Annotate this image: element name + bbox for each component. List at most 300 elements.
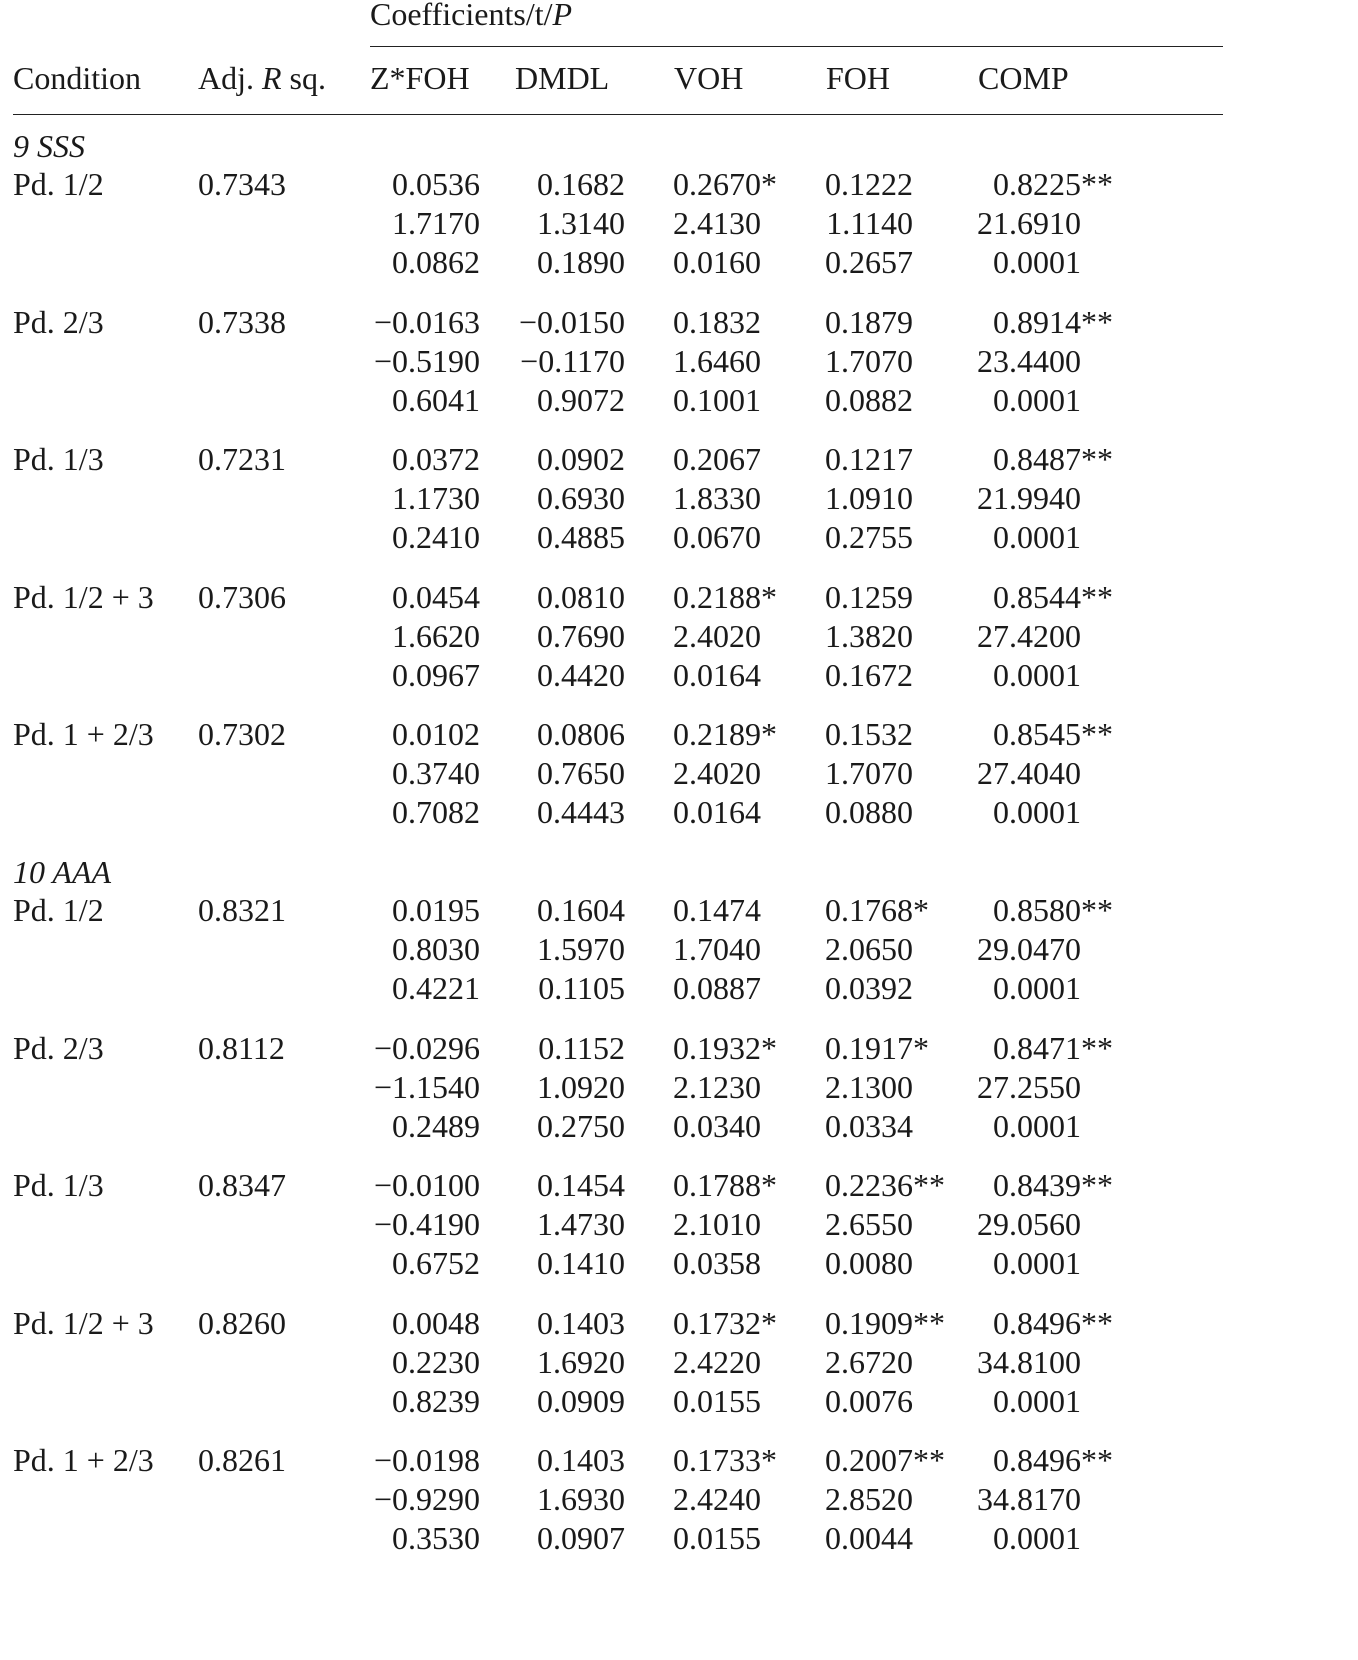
cell-coef bbox=[374, 1442, 480, 1479]
cell-number: 2.6720 bbox=[825, 1343, 913, 1380]
cell-number: 0.2007** bbox=[825, 1442, 945, 1478]
cell-number: −0.4190 bbox=[373, 1206, 480, 1243]
cell-number: 0.1474 bbox=[673, 892, 761, 928]
cell-number: 0.1832 bbox=[673, 303, 761, 340]
cell-number: 0.0372 bbox=[392, 441, 480, 477]
cell-number: 0.0195 bbox=[392, 892, 480, 928]
cell-coef bbox=[993, 1442, 1113, 1479]
cell-t bbox=[673, 1344, 761, 1381]
cell-p bbox=[392, 657, 480, 694]
cell-t bbox=[392, 480, 480, 517]
cell-number: 0.0001 bbox=[993, 656, 1081, 693]
cell-t bbox=[392, 755, 480, 792]
cell-coef bbox=[537, 166, 625, 203]
header-bottom-rule bbox=[13, 114, 1223, 115]
cell-number: 1.8330 bbox=[673, 480, 761, 517]
cell-number: 0.2189* bbox=[673, 716, 777, 752]
cell-p bbox=[392, 970, 480, 1007]
cell-coef bbox=[392, 716, 480, 753]
cell-number: 0.0882 bbox=[825, 381, 913, 418]
cell-number: 0.0155 bbox=[673, 1520, 761, 1557]
cell-number: 2.4240 bbox=[673, 1481, 761, 1518]
cell-number: 0.8580** bbox=[993, 892, 1113, 928]
cell-coef bbox=[673, 716, 777, 753]
cell-p bbox=[825, 1383, 913, 1420]
cell-p bbox=[825, 1245, 913, 1282]
cell-number: 0.0001 bbox=[993, 519, 1081, 556]
cell-number: 0.1917* bbox=[825, 1029, 929, 1066]
cell-p bbox=[537, 519, 625, 556]
cell-coef bbox=[825, 166, 913, 203]
cell-number: 1.1140 bbox=[826, 205, 913, 242]
cell-number: −0.5190 bbox=[373, 342, 480, 379]
cell-number: 29.0470 bbox=[977, 931, 1081, 968]
cell-coef bbox=[993, 304, 1113, 341]
condition-label: Pd. 1 + 2/3 bbox=[13, 1442, 154, 1478]
cell-p bbox=[537, 244, 625, 281]
cell-t bbox=[826, 205, 913, 242]
cell-coef bbox=[825, 1167, 945, 1204]
cell-coef bbox=[374, 1030, 480, 1067]
regression-table bbox=[13, 0, 1223, 1660]
cell-number: 0.0001 bbox=[993, 244, 1081, 281]
cell-number: 1.3820 bbox=[825, 617, 913, 654]
cell-t bbox=[392, 931, 480, 968]
cell-number: 1.0910 bbox=[825, 480, 913, 517]
cell-number: 0.2755 bbox=[825, 519, 913, 556]
cell-p bbox=[993, 1520, 1081, 1557]
condition-label: Pd. 1/2 bbox=[13, 892, 104, 928]
cell-number: 2.6550 bbox=[825, 1206, 913, 1243]
column-header-comp: COMP bbox=[978, 60, 1069, 96]
cell-number: 0.4221 bbox=[392, 970, 480, 1007]
cell-number: 27.4200 bbox=[977, 617, 1081, 654]
cell-p bbox=[993, 657, 1081, 694]
cell-number: 0.8239 bbox=[392, 1382, 480, 1419]
cell-t bbox=[977, 480, 1081, 517]
cell-number: 2.0650 bbox=[825, 931, 913, 968]
cell-number: 1.7040 bbox=[673, 931, 761, 968]
cell-coef bbox=[392, 1305, 480, 1342]
cell-p bbox=[825, 1108, 913, 1145]
cell-number: 1.3140 bbox=[537, 205, 625, 242]
cell-t bbox=[537, 205, 625, 242]
condition-label: Pd. 1/3 bbox=[13, 1167, 104, 1203]
adj-r-sq-value: 0.7302 bbox=[198, 716, 286, 752]
cell-p bbox=[673, 1108, 761, 1145]
cell-p bbox=[537, 1383, 625, 1420]
adj-r-sq-value: 0.8261 bbox=[198, 1442, 286, 1478]
adj-r-sq-value: 0.7338 bbox=[198, 303, 286, 340]
cell-number: 0.2750 bbox=[537, 1107, 625, 1144]
cell-number: 0.0967 bbox=[392, 656, 480, 693]
cell-t bbox=[537, 931, 625, 968]
cell-number: 0.2670* bbox=[673, 166, 777, 202]
cell-p bbox=[392, 382, 480, 419]
cell-p bbox=[825, 1520, 913, 1557]
cell-t bbox=[673, 755, 761, 792]
cell-number: 0.2230 bbox=[392, 1343, 480, 1380]
adj-r-sq-value: 0.8260 bbox=[198, 1304, 286, 1341]
cell-t bbox=[825, 931, 913, 968]
cell-number: 0.0340 bbox=[673, 1107, 761, 1144]
cell-number: 21.6910 bbox=[977, 205, 1081, 242]
cell-number: 0.0909 bbox=[537, 1382, 625, 1419]
cell-p bbox=[673, 244, 761, 281]
cell-number: 0.1410 bbox=[537, 1245, 625, 1282]
cell-t bbox=[977, 205, 1081, 242]
cell-number: 0.4885 bbox=[537, 519, 625, 556]
cell-t bbox=[537, 1481, 625, 1518]
cell-t bbox=[537, 1344, 625, 1381]
cell-coef bbox=[537, 1305, 625, 1342]
cell-number: 0.1105 bbox=[538, 970, 625, 1007]
cell-p bbox=[993, 1245, 1081, 1282]
cell-number: 0.8030 bbox=[392, 931, 480, 968]
cell-coef bbox=[673, 166, 777, 203]
cell-t bbox=[537, 755, 625, 792]
cell-number: 0.1788* bbox=[673, 1167, 777, 1203]
adj-r-sq-value: 0.8112 bbox=[198, 1029, 285, 1066]
cell-number: 0.1604 bbox=[537, 892, 625, 928]
cell-number: 0.0155 bbox=[673, 1382, 761, 1419]
cell-number: 0.1403 bbox=[537, 1442, 625, 1478]
cell-number: 0.0001 bbox=[993, 381, 1081, 418]
cell-t bbox=[673, 205, 761, 242]
coefficients-rule bbox=[370, 46, 1223, 47]
cell-p bbox=[537, 1245, 625, 1282]
cell-p bbox=[673, 382, 761, 419]
cell-number: 2.4130 bbox=[673, 205, 761, 242]
cell-p bbox=[673, 657, 761, 694]
cell-number: 0.3740 bbox=[392, 755, 480, 792]
cell-number: 0.0048 bbox=[392, 1304, 480, 1341]
cell-number: 0.1222 bbox=[825, 166, 913, 202]
cell-coef bbox=[825, 1442, 945, 1479]
cell-number: 0.1732* bbox=[673, 1304, 777, 1341]
cell-t bbox=[374, 1481, 480, 1518]
cell-coef bbox=[673, 441, 761, 478]
cell-number: 0.0810 bbox=[537, 578, 625, 615]
cell-number: 0.1454 bbox=[537, 1167, 625, 1203]
cell-t bbox=[977, 618, 1081, 655]
cell-coef bbox=[825, 441, 913, 478]
cell-number: 2.4020 bbox=[673, 617, 761, 654]
cell-number: 1.7070 bbox=[825, 342, 913, 379]
column-header-zfoh: Z*FOH bbox=[370, 60, 470, 96]
cell-p bbox=[392, 1383, 480, 1420]
cell-t bbox=[825, 480, 913, 517]
cell-number: 0.8225** bbox=[993, 166, 1113, 202]
cell-p bbox=[537, 1108, 625, 1145]
cell-t bbox=[977, 931, 1081, 968]
cell-t bbox=[392, 1344, 480, 1381]
cell-number: 0.8914** bbox=[993, 303, 1113, 340]
cell-coef bbox=[519, 304, 625, 341]
cell-number: 0.7650 bbox=[537, 755, 625, 792]
cell-number: 0.0001 bbox=[993, 794, 1081, 831]
cell-t bbox=[392, 205, 480, 242]
cell-coef bbox=[825, 892, 929, 929]
cell-coef bbox=[825, 579, 913, 616]
cell-t bbox=[537, 618, 625, 655]
cell-p bbox=[825, 244, 913, 281]
cell-number: 0.1001 bbox=[673, 381, 761, 418]
cell-number: 0.0887 bbox=[673, 970, 761, 1007]
adj-r-sq-value: 0.8321 bbox=[198, 892, 286, 928]
cell-number: 0.0536 bbox=[392, 166, 480, 202]
cell-coef bbox=[374, 304, 480, 341]
column-header-voh: VOH bbox=[674, 60, 744, 96]
cell-p bbox=[537, 382, 625, 419]
cell-number: 0.8487** bbox=[993, 441, 1113, 477]
cell-t bbox=[673, 931, 761, 968]
cell-number: 27.2550 bbox=[977, 1068, 1081, 1105]
condition-label: Pd. 1/2 bbox=[13, 166, 104, 202]
cell-coef bbox=[673, 1305, 777, 1342]
cell-number: 0.0160 bbox=[673, 244, 761, 281]
cell-number: 1.1730 bbox=[392, 480, 480, 517]
cell-number: 0.1909** bbox=[825, 1304, 945, 1341]
cell-number: 0.1932* bbox=[673, 1029, 777, 1066]
cell-number: 0.0358 bbox=[673, 1245, 761, 1282]
cell-coef bbox=[993, 579, 1113, 616]
cell-number: 0.0001 bbox=[993, 1107, 1081, 1144]
cell-number: 0.1890 bbox=[537, 244, 625, 281]
cell-p bbox=[537, 794, 625, 831]
cell-number: −0.1170 bbox=[520, 342, 625, 379]
cell-p bbox=[537, 1520, 625, 1557]
cell-number: −0.9290 bbox=[373, 1481, 480, 1518]
cell-number: 0.2657 bbox=[825, 244, 913, 281]
cell-t bbox=[977, 1481, 1081, 1518]
cell-coef bbox=[993, 892, 1113, 929]
cell-number: 0.2188* bbox=[673, 578, 777, 615]
cell-t bbox=[673, 618, 761, 655]
cell-p bbox=[673, 1520, 761, 1557]
cell-number: 0.8544** bbox=[993, 578, 1113, 615]
cell-number: 29.0560 bbox=[977, 1206, 1081, 1243]
cell-number: 2.1300 bbox=[825, 1068, 913, 1105]
cell-number: −0.0100 bbox=[373, 1167, 480, 1203]
cell-t bbox=[977, 1069, 1081, 1106]
condition-label: Pd. 2/3 bbox=[13, 1029, 104, 1066]
cell-number: 0.0102 bbox=[392, 716, 480, 752]
cell-number: 0.2067 bbox=[673, 441, 761, 477]
cell-coef bbox=[537, 441, 625, 478]
cell-coef bbox=[673, 1030, 777, 1067]
cell-coef bbox=[392, 579, 480, 616]
cell-p bbox=[392, 1520, 480, 1557]
cell-p bbox=[673, 519, 761, 556]
cell-number: 0.1403 bbox=[537, 1304, 625, 1341]
cell-p bbox=[392, 519, 480, 556]
cell-number: 23.4400 bbox=[977, 342, 1081, 379]
cell-number: 0.8545** bbox=[993, 716, 1113, 752]
cell-number: 0.6041 bbox=[392, 381, 480, 418]
cell-number: 0.0880 bbox=[825, 794, 913, 831]
cell-number: 0.0001 bbox=[993, 970, 1081, 1007]
condition-label: Pd. 1 + 2/3 bbox=[13, 716, 154, 752]
cell-number: −1.1540 bbox=[373, 1068, 480, 1105]
cell-coef bbox=[673, 1442, 777, 1479]
cell-number: 1.5970 bbox=[537, 931, 625, 968]
group-title: 10 AAA bbox=[13, 854, 112, 890]
cell-number: 0.0806 bbox=[537, 716, 625, 752]
cell-coef bbox=[673, 579, 777, 616]
cell-number: 0.0076 bbox=[825, 1382, 913, 1419]
cell-coef bbox=[825, 1305, 945, 1342]
cell-number: 0.0907 bbox=[537, 1520, 625, 1557]
cell-number: 0.2410 bbox=[392, 519, 480, 556]
cell-t bbox=[673, 343, 761, 380]
cell-number: 1.0920 bbox=[537, 1068, 625, 1105]
cell-coef bbox=[993, 1030, 1113, 1067]
cell-number: 0.1532 bbox=[825, 716, 913, 752]
cell-p bbox=[673, 970, 761, 1007]
cell-p bbox=[392, 1245, 480, 1282]
cell-t bbox=[673, 1206, 761, 1243]
cell-number: 0.6930 bbox=[537, 480, 625, 517]
cell-t bbox=[537, 1206, 625, 1243]
cell-number: 0.7082 bbox=[392, 794, 480, 831]
cell-t bbox=[825, 1344, 913, 1381]
cell-coef bbox=[993, 716, 1113, 753]
cell-p bbox=[993, 382, 1081, 419]
cell-t bbox=[392, 618, 480, 655]
cell-number: 27.4040 bbox=[977, 755, 1081, 792]
cell-number: 0.0164 bbox=[673, 794, 761, 831]
adj-r-sq-value: 0.7306 bbox=[198, 578, 286, 615]
cell-p bbox=[993, 1383, 1081, 1420]
cell-number: 2.1230 bbox=[673, 1068, 761, 1105]
cell-coef bbox=[993, 166, 1113, 203]
cell-number: 0.3530 bbox=[392, 1520, 480, 1557]
cell-t bbox=[673, 480, 761, 517]
cell-number: 2.8520 bbox=[825, 1481, 913, 1518]
cell-number: 0.0044 bbox=[825, 1520, 913, 1557]
column-header-dmdl: DMDL bbox=[515, 60, 610, 96]
cell-p bbox=[538, 970, 625, 1007]
cell-t bbox=[825, 618, 913, 655]
condition-label: Pd. 2/3 bbox=[13, 303, 104, 340]
cell-number: 0.6752 bbox=[392, 1245, 480, 1282]
cell-t bbox=[673, 1481, 761, 1518]
cell-t bbox=[825, 1481, 913, 1518]
cell-p bbox=[392, 1108, 480, 1145]
adj-r-sq-value: 0.7343 bbox=[198, 166, 286, 202]
adj-r-sq-value: 0.7231 bbox=[198, 441, 286, 477]
cell-number: 0.4443 bbox=[537, 794, 625, 831]
cell-number: 0.8439** bbox=[993, 1167, 1113, 1203]
cell-number: 0.0080 bbox=[825, 1245, 913, 1282]
cell-t bbox=[520, 343, 625, 380]
cell-p bbox=[673, 1383, 761, 1420]
cell-t bbox=[825, 1206, 913, 1243]
cell-t bbox=[374, 1206, 480, 1243]
cell-coef bbox=[993, 1167, 1113, 1204]
cell-p bbox=[673, 1245, 761, 1282]
cell-number: 0.8496** bbox=[993, 1442, 1113, 1478]
cell-p bbox=[392, 794, 480, 831]
cell-number: 0.0454 bbox=[392, 578, 480, 615]
cell-t bbox=[374, 1069, 480, 1106]
cell-coef bbox=[825, 1030, 929, 1067]
cell-coef bbox=[673, 892, 761, 929]
cell-p bbox=[993, 244, 1081, 281]
cell-number: 0.0164 bbox=[673, 656, 761, 693]
cell-t bbox=[537, 1069, 625, 1106]
cell-t bbox=[673, 1069, 761, 1106]
cell-p bbox=[993, 970, 1081, 1007]
condition-header: Condition bbox=[13, 60, 142, 96]
cell-number: 0.0862 bbox=[392, 244, 480, 281]
cell-number: 34.8170 bbox=[977, 1481, 1081, 1518]
cell-number: 1.6920 bbox=[537, 1343, 625, 1380]
cell-p bbox=[825, 794, 913, 831]
cell-number: 0.0392 bbox=[825, 970, 913, 1007]
cell-coef bbox=[537, 892, 625, 929]
condition-label: Pd. 1/2 + 3 bbox=[13, 1304, 154, 1341]
cell-number: 0.2489 bbox=[392, 1107, 480, 1144]
cell-number: 0.0670 bbox=[673, 519, 761, 556]
cell-number: 1.7170 bbox=[392, 205, 480, 242]
cell-number: 2.4020 bbox=[673, 755, 761, 792]
cell-number: 0.7690 bbox=[537, 617, 625, 654]
cell-p bbox=[825, 519, 913, 556]
cell-coef bbox=[392, 892, 480, 929]
cell-number: 2.1010 bbox=[673, 1206, 761, 1243]
cell-p bbox=[825, 657, 913, 694]
cell-number: 1.4730 bbox=[537, 1206, 625, 1243]
cell-coef bbox=[993, 1305, 1113, 1342]
condition-label: Pd. 1/3 bbox=[13, 441, 104, 477]
cell-coef bbox=[537, 1167, 625, 1204]
cell-number: −0.0198 bbox=[373, 1442, 480, 1478]
cell-number: 0.2236** bbox=[825, 1167, 945, 1203]
cell-t bbox=[977, 1344, 1081, 1381]
cell-p bbox=[673, 794, 761, 831]
cell-number: −0.0296 bbox=[373, 1029, 480, 1066]
cell-p bbox=[825, 970, 913, 1007]
cell-number: 1.6930 bbox=[537, 1481, 625, 1518]
cell-t bbox=[977, 343, 1081, 380]
cell-number: 0.0001 bbox=[993, 1520, 1081, 1557]
cell-coef bbox=[537, 1442, 625, 1479]
cell-t bbox=[825, 755, 913, 792]
cell-t bbox=[825, 343, 913, 380]
group-title: 9 SSS bbox=[13, 128, 85, 164]
column-header-foh: FOH bbox=[826, 60, 891, 96]
coefficients-header: Coefficients/t/P bbox=[370, 0, 573, 32]
cell-number: 34.8100 bbox=[977, 1343, 1081, 1380]
cell-p bbox=[993, 794, 1081, 831]
cell-number: 0.0334 bbox=[825, 1107, 913, 1144]
cell-p bbox=[392, 244, 480, 281]
cell-t bbox=[374, 343, 480, 380]
cell-number: 0.1259 bbox=[825, 578, 913, 615]
cell-number: 21.9940 bbox=[977, 480, 1081, 517]
cell-p bbox=[993, 1108, 1081, 1145]
cell-coef bbox=[374, 1167, 480, 1204]
cell-p bbox=[537, 657, 625, 694]
cell-number: 1.7070 bbox=[825, 755, 913, 792]
cell-number: 0.8496** bbox=[993, 1304, 1113, 1341]
cell-number: 0.1733* bbox=[673, 1442, 777, 1478]
cell-coef bbox=[825, 304, 913, 341]
cell-number: 0.1682 bbox=[537, 166, 625, 202]
cell-p bbox=[993, 519, 1081, 556]
